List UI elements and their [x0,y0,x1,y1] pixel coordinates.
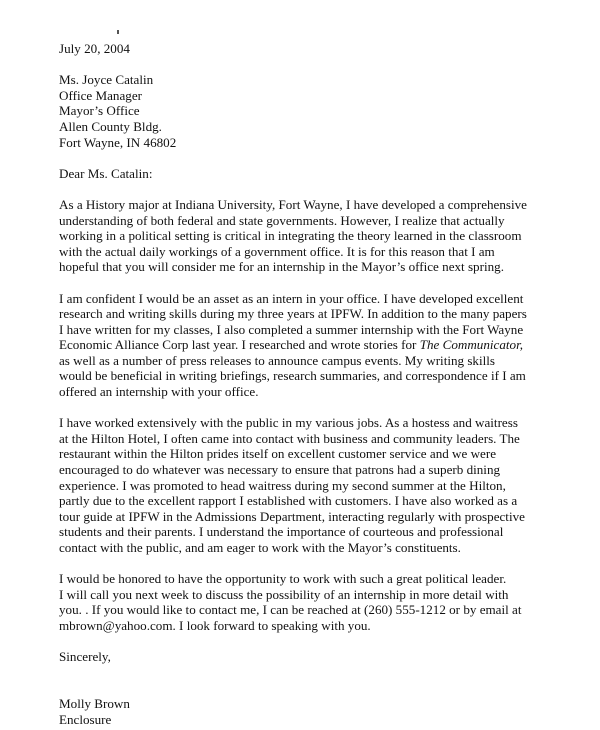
cover-letter [59,41,591,727]
paragraph-line: with the actual daily workings of a government office. It is for this reason that I am [59,243,495,259]
paragraph-line: encouraged to do whatever was necessary to ensure that patrons had a superb dining [59,462,501,478]
recipient-name: Ms. Joyce Catalin [59,72,154,88]
paragraph-line: research and writing skills during my three years at IPFW. In addition to the many papers [59,306,527,322]
salutation: Dear Ms. Catalin: [59,165,153,181]
paragraph-line: offered an internship with your office. [59,384,259,400]
paragraph-line: students and their parents. I understand the importance of courteous and professional [59,524,504,540]
paragraph-3 [59,415,591,555]
paragraph-4 [59,571,591,633]
letter-date: July 20, 2004 [59,41,130,56]
paragraph-line: tour guide at IPFW in the Admissions Department, interacting regularly with prospective [59,508,525,524]
paragraph-line-with-publication [59,337,591,353]
paragraph-line: at the Hilton Hotel, I often came into contact with business and community leaders. The [59,430,520,446]
enclosure-note: Enclosure [59,711,112,727]
paragraph-line: restaurant within the Hilton prides itself on excellent customer service and we were [59,446,497,462]
paragraph-line: as well as a number of press releases to announce campus events. My writing skills [59,352,495,368]
paragraph-line: As a History major at Indiana University, Fort Wayne, I have developed a comprehensive [59,196,527,212]
recipient-building: Allen County Bldg. [59,118,162,134]
recipient-title: Office Manager [59,87,143,103]
paragraph-line: you. . If you would like to contact me, I can be reached at (260) 555-1212 or by email at [59,602,522,618]
paragraph-line: I am confident I would be an asset as an intern in your office. I have developed excellent [59,290,524,306]
paragraph-line: I will call you next week to discuss the possibility of an internship in more detail with [59,586,509,602]
recipient-office: Mayor’s Office [59,103,140,119]
paragraph-line: would be beneficial in writing briefings, research summaries, and correspondence if I am [59,368,526,384]
paragraph-line: mbrown@yahoo.com. I look forward to speaking with you. [59,617,371,633]
scan-mark [117,30,119,34]
signer-name: Molly Brown [59,695,130,711]
recipient-address [59,72,591,150]
closing: Sincerely, [59,649,111,665]
paragraph-line-text: Economic Alliance Corp last year. I researched and wrote stories for [59,337,420,353]
paragraph-1 [59,197,591,275]
paragraph-line: working in a political setting is critical in integrating the theory learned in the classroom [59,228,522,244]
paragraph-line: hopeful that you will consider me for an internship in the Mayor’s office next spring. [59,259,504,275]
publication-title: The Communicator, [419,337,523,353]
paragraph-line: I would be honored to have the opportunity to work with such a great political leader. [59,571,507,587]
paragraph-2 [59,291,591,400]
paragraph-line: I have worked extensively with the public in my various jobs. As a hostess and waitress [59,415,518,431]
paragraph-line: understanding of both federal and state governments. However, I realize that actually [59,212,505,228]
paragraph-line: experience. I was promoted to head waitress during my second summer at the Hilton, [59,477,506,493]
recipient-city: Fort Wayne, IN 46802 [59,134,177,150]
paragraph-line: partly due to the excellent rapport I established with customers. I have also worked as a [59,493,518,509]
paragraph-line: I have written for my classes, I also completed a summer internship with the Fort Wayne [59,321,524,337]
paragraph-line: contact with the public, and am eager to work with the Mayor’s constituents. [59,540,461,555]
